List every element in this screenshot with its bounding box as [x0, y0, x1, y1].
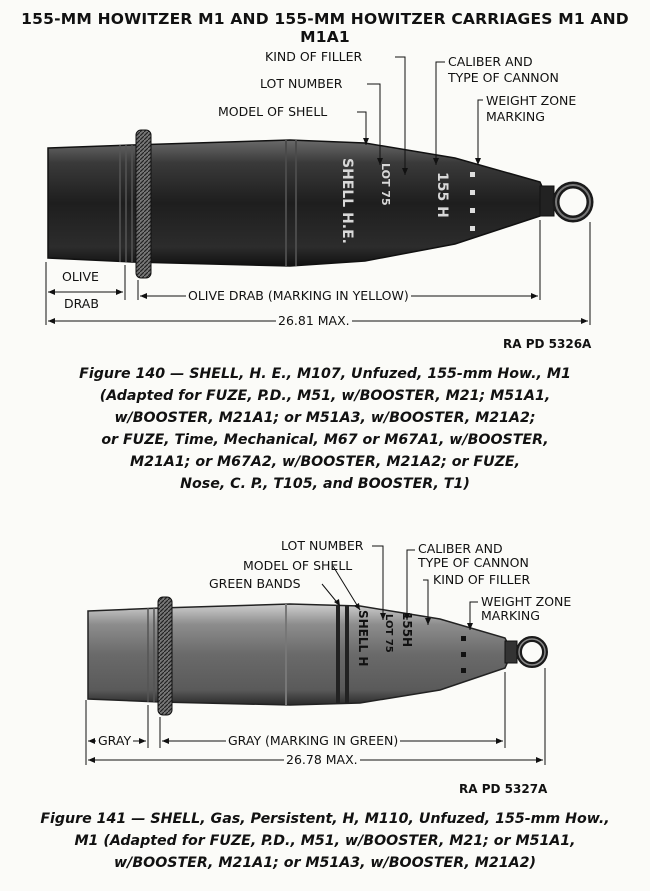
- callout-kind-of-filler-141: KIND OF FILLER: [433, 572, 531, 587]
- dim-olive-drab-140: OLIVE DRAB (MARKING IN YELLOW): [188, 288, 409, 303]
- callout-model-of-shell-141: MODEL OF SHELL: [243, 558, 353, 573]
- shell-140-marking-caliber: 155 H: [434, 172, 450, 218]
- shell-140-rotating-band: [136, 130, 151, 278]
- shell-140-body: [48, 140, 548, 266]
- dim-gray-141: GRAY: [98, 733, 132, 748]
- caption-140-line: M21A1; or M67A2, w/BOOSTER, M21A2; or FUZE,: [130, 454, 520, 470]
- shell-141-marking-lot: LOT 75: [383, 614, 394, 653]
- callout-lot-number-140: LOT NUMBER: [260, 76, 343, 91]
- page-header: 155-MM HOWITZER M1 AND 155-MM HOWITZER CARRIAGES M1 AND M1A1: [21, 10, 629, 46]
- callout-caliber-line2-140: TYPE OF CANNON: [448, 70, 559, 85]
- shell-141-rotating-band: [158, 597, 172, 715]
- callout-weight-line1-140: WEIGHT ZONE: [486, 93, 577, 108]
- callout-caliber-line2-141: TYPE OF CANNON: [418, 555, 529, 570]
- callout-weight-line2-141: MARKING: [481, 608, 540, 623]
- shell-141-green-band-2: [345, 605, 349, 704]
- dim-drab-140: DRAB: [64, 296, 99, 311]
- callout-caliber-line1-140: CALIBER AND: [448, 54, 533, 69]
- shell-141-green-band-1: [336, 605, 340, 704]
- ra-code-141: RA PD 5327A: [459, 782, 548, 796]
- caption-141-line: M1 (Adapted for FUZE, P.D., M51, w/BOOSTER, M21; or M51A1,: [74, 833, 576, 849]
- dim-max-140: 26.81 MAX.: [278, 313, 350, 328]
- shell-140-marking-model: SHELL H.E.: [339, 158, 355, 244]
- caption-140-line: or FUZE, Time, Mechanical, M67 or M67A1, w/BOOSTER,: [101, 432, 549, 448]
- callout-kind-of-filler-140: KIND OF FILLER: [265, 49, 363, 64]
- caption-141-line: w/BOOSTER, M21A1; or M51A3, w/BOOSTER, M21A2): [114, 855, 536, 871]
- caption-140-line: w/BOOSTER, M21A1; or M51A3, w/BOOSTER, M21A2;: [114, 410, 536, 426]
- caption-141: [10, 808, 640, 874]
- ra-code-140: RA PD 5326A: [503, 337, 592, 351]
- shell-140-marking-lot: LOT 75: [379, 163, 392, 206]
- caption-140-line: Nose, C. P., T105, and BOOSTER, T1): [180, 476, 470, 492]
- dim-olive-140: OLIVE: [62, 269, 99, 284]
- caption-140: [20, 363, 630, 495]
- callout-green-bands-141: GREEN BANDS: [209, 576, 301, 591]
- caption-140-line: (Adapted for FUZE, P.D., M51, w/BOOSTER, M21; M51A1,: [99, 388, 551, 404]
- dim-gray-marking-141: GRAY (MARKING IN GREEN): [228, 733, 399, 748]
- dim-max-141: 26.78 MAX.: [286, 752, 358, 767]
- callout-model-of-shell-140: MODEL OF SHELL: [218, 104, 328, 119]
- callout-caliber-line1-141: CALIBER AND: [418, 541, 503, 556]
- callout-weight-line2-140: MARKING: [486, 109, 545, 124]
- shell-141-marking-model: SHELL H: [356, 610, 370, 667]
- caption-140-line: Figure 140 — SHELL, H. E., M107, Unfuzed, 155-mm How., M1: [79, 366, 571, 382]
- caption-141-line: Figure 141 — SHELL, Gas, Persistent, H, M110, Unfuzed, 155-mm How.,: [40, 811, 610, 827]
- shell-141-marking-caliber: 155H: [400, 612, 414, 648]
- callout-weight-line1-141: WEIGHT ZONE: [481, 594, 572, 609]
- shell-141-body: [88, 604, 512, 705]
- callout-lot-number-141: LOT NUMBER: [281, 538, 364, 553]
